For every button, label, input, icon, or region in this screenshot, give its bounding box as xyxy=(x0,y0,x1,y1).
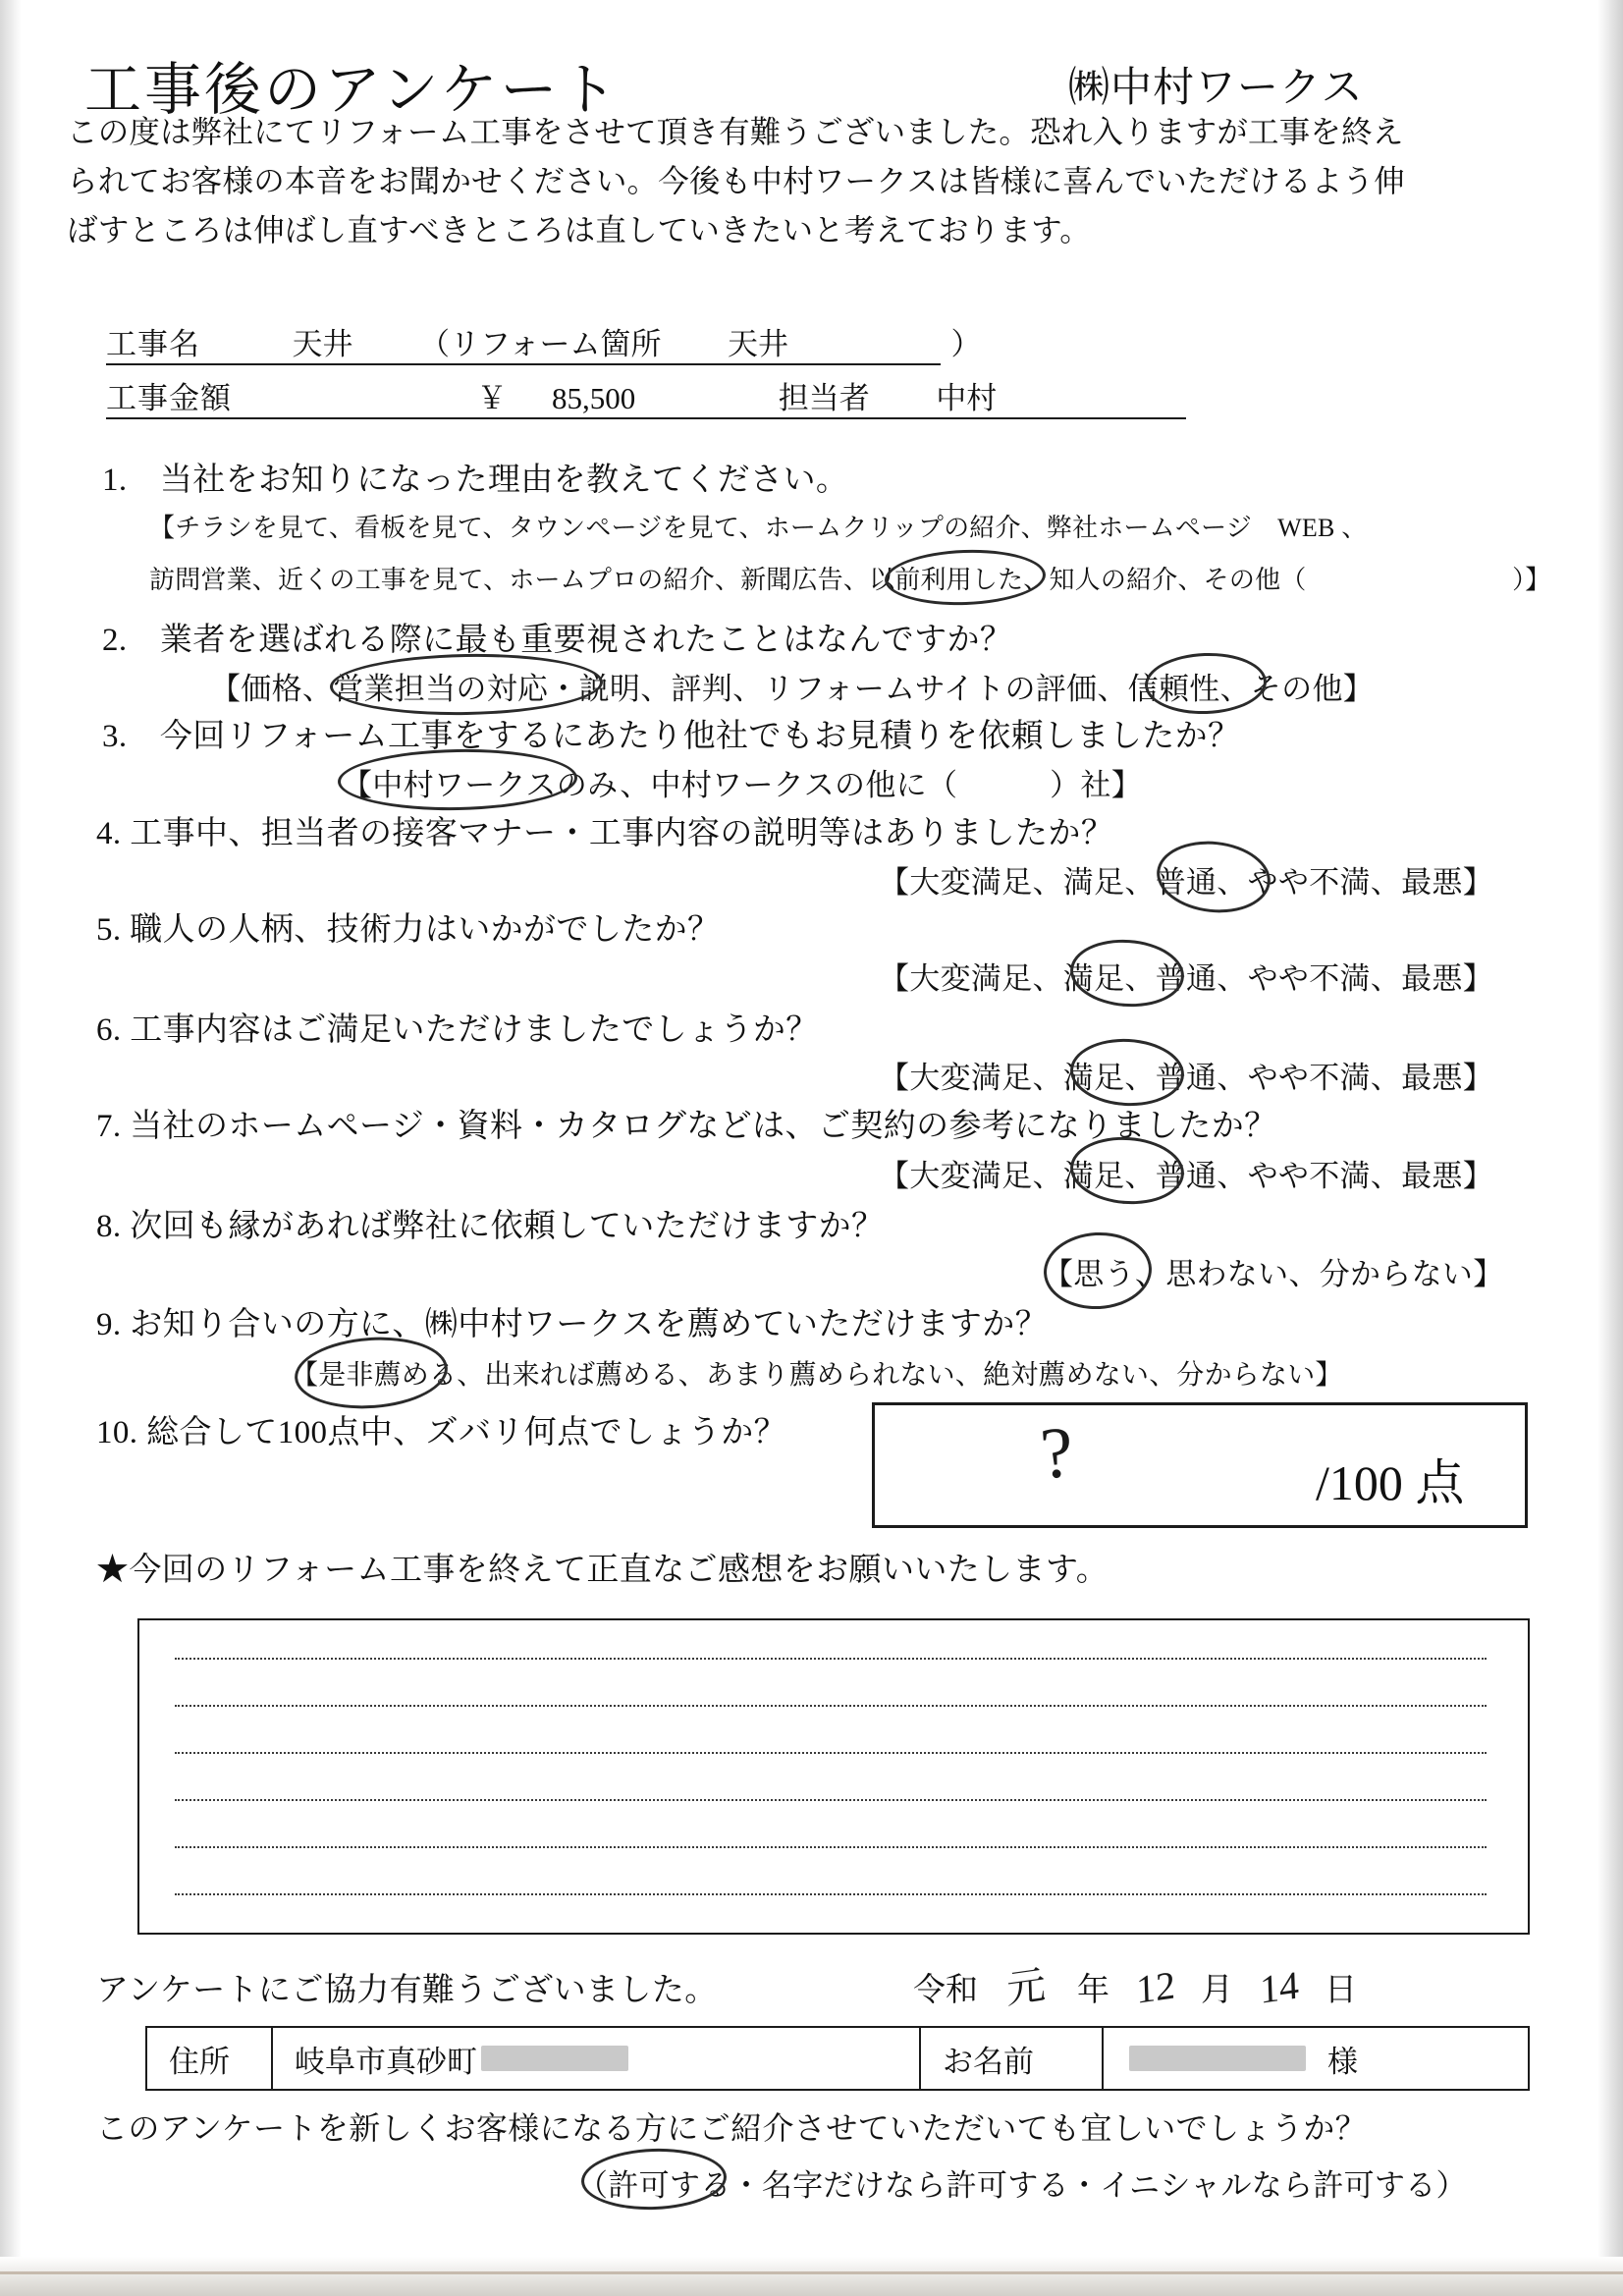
month-value: 12 xyxy=(1134,1962,1176,2012)
day-unit: 日 xyxy=(1325,1973,1357,2008)
amount-field xyxy=(106,373,1186,419)
question-6 xyxy=(96,1004,819,1050)
scan-bottom-rule xyxy=(0,2271,1623,2274)
question-6-options[interactable]: 【大変満足、満足、普通、やや不満、最悪】 xyxy=(879,1061,1493,1095)
address-label: 住所 xyxy=(147,2028,273,2089)
scan-edge-left xyxy=(0,0,22,2296)
question-8-options[interactable]: 【思う、思わない、分からない】 xyxy=(1043,1257,1504,1291)
question-8 xyxy=(96,1200,884,1246)
question-8-text: 次回も縁があれば弊社に依頼していただけますか？ xyxy=(130,1209,885,1244)
address-redaction xyxy=(481,2046,628,2071)
name-value[interactable] xyxy=(1104,2028,1528,2089)
name-suffix: 様 xyxy=(1327,2044,1358,2079)
intro-paragraph xyxy=(67,108,1549,255)
name-redaction xyxy=(1129,2046,1306,2071)
amount-currency: ￥ xyxy=(476,381,508,415)
comment-line-6 xyxy=(175,1893,1487,1895)
question-5 xyxy=(96,903,720,950)
referral-options[interactable]: （許可する・名字だけなら許可する・イニシャルなら許可する） xyxy=(577,2168,1467,2203)
customer-info-table xyxy=(145,2026,1530,2091)
era-label: 令和 xyxy=(913,1973,978,2008)
page-title: 工事後のアンケート xyxy=(84,58,621,122)
question-7-text: 当社のホームページ・資料・カタログなどは、ご契約の参考になりましたか？ xyxy=(130,1109,1277,1144)
name-label: お名前 xyxy=(921,2028,1104,2089)
question-10-number: 10. xyxy=(96,1415,138,1450)
comment-line-4 xyxy=(175,1799,1487,1801)
comment-line-5 xyxy=(175,1846,1487,1848)
day-value: 14 xyxy=(1258,1962,1300,2012)
amount-label: 工事金額 xyxy=(106,381,232,415)
project-name-field xyxy=(106,319,982,365)
project-area-value: 天井 xyxy=(727,327,788,361)
question-3-options[interactable]: 【中村ワークスのみ、中村ワークスの他に（ ）社】 xyxy=(342,768,1143,802)
era-year-value: 元 xyxy=(1005,1962,1047,2012)
question-6-text: 工事内容はご満足いただけましたでしょうか？ xyxy=(130,1012,819,1048)
project-name-value: 天井 xyxy=(292,327,353,361)
question-2 xyxy=(102,614,1012,660)
score-handwritten-value: ? xyxy=(1038,1411,1076,1496)
question-6-number: 6. xyxy=(96,1012,122,1048)
amount-value: 85,500 xyxy=(552,381,636,415)
question-10 xyxy=(96,1406,786,1452)
question-2-options[interactable]: 【価格、営業担当の対応・説明、評判、リフォームサイトの評価、信頼性、その他】 xyxy=(210,672,1375,706)
referral-question: このアンケートを新しくお客様になる方にご紹介させていただいても宜しいでしょうか？ xyxy=(96,2110,1368,2146)
scan-edge-right xyxy=(1597,0,1623,2296)
company-name: ㈱中村ワークス xyxy=(1068,66,1364,111)
question-5-options[interactable]: 【大変満足、満足、普通、やや不満、最悪】 xyxy=(879,961,1493,996)
thanks-text: アンケートにご協力有難うございました。 xyxy=(96,1973,718,2008)
comment-textarea[interactable] xyxy=(137,1618,1530,1935)
question-9-number: 9. xyxy=(96,1307,122,1342)
question-7-options[interactable]: 【大変満足、満足、普通、やや不満、最悪】 xyxy=(879,1159,1493,1193)
question-5-text: 職人の人柄、技術力はいかがでしたか？ xyxy=(130,912,721,948)
question-1 xyxy=(102,454,848,500)
question-3-text: 今回リフォーム工事をするにあたり他社でもお見積りを依頼しましたか？ xyxy=(159,719,1241,754)
question-9 xyxy=(96,1298,1048,1344)
date-row xyxy=(913,1956,1357,2012)
year-unit: 年 xyxy=(1077,1973,1109,2008)
question-2-text: 業者を選ばれる際に最も重要視されたことはなんですか？ xyxy=(159,623,1013,658)
question-4-text: 工事中、担当者の接客マナー・工事内容の説明等はありましたか？ xyxy=(130,816,1114,851)
question-1-number: 1. xyxy=(102,463,128,498)
question-1-options-line-2[interactable]: 訪問営業、近くの工事を見て、ホームプロの紹介、新聞広告、以前利用した、知人の紹介、その他（ ）】 xyxy=(149,566,1551,594)
question-10-text: 総合して100点中、ズバリ何点でしょうか？ xyxy=(146,1415,787,1450)
address-text: 岐阜市真砂町 xyxy=(295,2044,477,2079)
intro-line-1: この度は弊社にてリフォーム工事をさせて頂き有難うございました。恐れ入りますが工事を終え xyxy=(67,115,1404,149)
comment-line-3 xyxy=(175,1752,1487,1754)
month-unit: 月 xyxy=(1201,1973,1233,2008)
question-3-number: 3. xyxy=(102,719,128,754)
comment-line-1 xyxy=(175,1658,1487,1660)
project-area-close: ） xyxy=(950,327,982,361)
staff-value: 中村 xyxy=(936,381,998,415)
scan-edge-bottom xyxy=(0,2257,1623,2296)
question-9-text: お知り合いの方に、㈱中村ワークスを薦めていただけますか？ xyxy=(130,1307,1049,1342)
question-1-options-line-1[interactable]: 【チラシを見て、看板を見て、タウンページを見て、ホームクリップの紹介、弊社ホームページ WEB 、 xyxy=(149,514,1368,542)
comment-prompt: ★今回のリフォーム工事を終えて正直なご感想をお願いいたします。 xyxy=(96,1553,1109,1588)
question-4-number: 4. xyxy=(96,816,122,851)
question-1-text: 当社をお知りになった理由を教えてください。 xyxy=(159,463,849,498)
intro-line-2: られてお客様の本音をお聞かせください。今後も中村ワークスは皆様に喜んでいただけるよう伸 xyxy=(67,164,1405,198)
question-4-options[interactable]: 【大変満足、満足、普通、やや不満、最悪】 xyxy=(879,865,1493,900)
question-7 xyxy=(96,1100,1277,1146)
question-7-number: 7. xyxy=(96,1109,122,1144)
project-name-label: 工事名 xyxy=(106,327,200,361)
question-8-number: 8. xyxy=(96,1209,122,1244)
question-5-number: 5. xyxy=(96,912,122,948)
staff-label: 担当者 xyxy=(778,381,870,415)
intro-line-3: ばすところは伸ばし直すべきところは直していきたいと考えております。 xyxy=(67,213,1091,247)
address-value[interactable] xyxy=(273,2028,921,2089)
score-unit-label: /100 点 xyxy=(1316,1455,1465,1510)
project-area-label: （リフォーム箇所 xyxy=(419,327,662,361)
question-2-number: 2. xyxy=(102,623,128,658)
question-4 xyxy=(96,807,1113,853)
question-3 xyxy=(102,710,1240,756)
question-9-options[interactable]: 【是非薦める、出来れば薦める、あまり薦められない、絶対薦めない、分からない】 xyxy=(291,1360,1343,1391)
comment-line-2 xyxy=(175,1705,1487,1707)
